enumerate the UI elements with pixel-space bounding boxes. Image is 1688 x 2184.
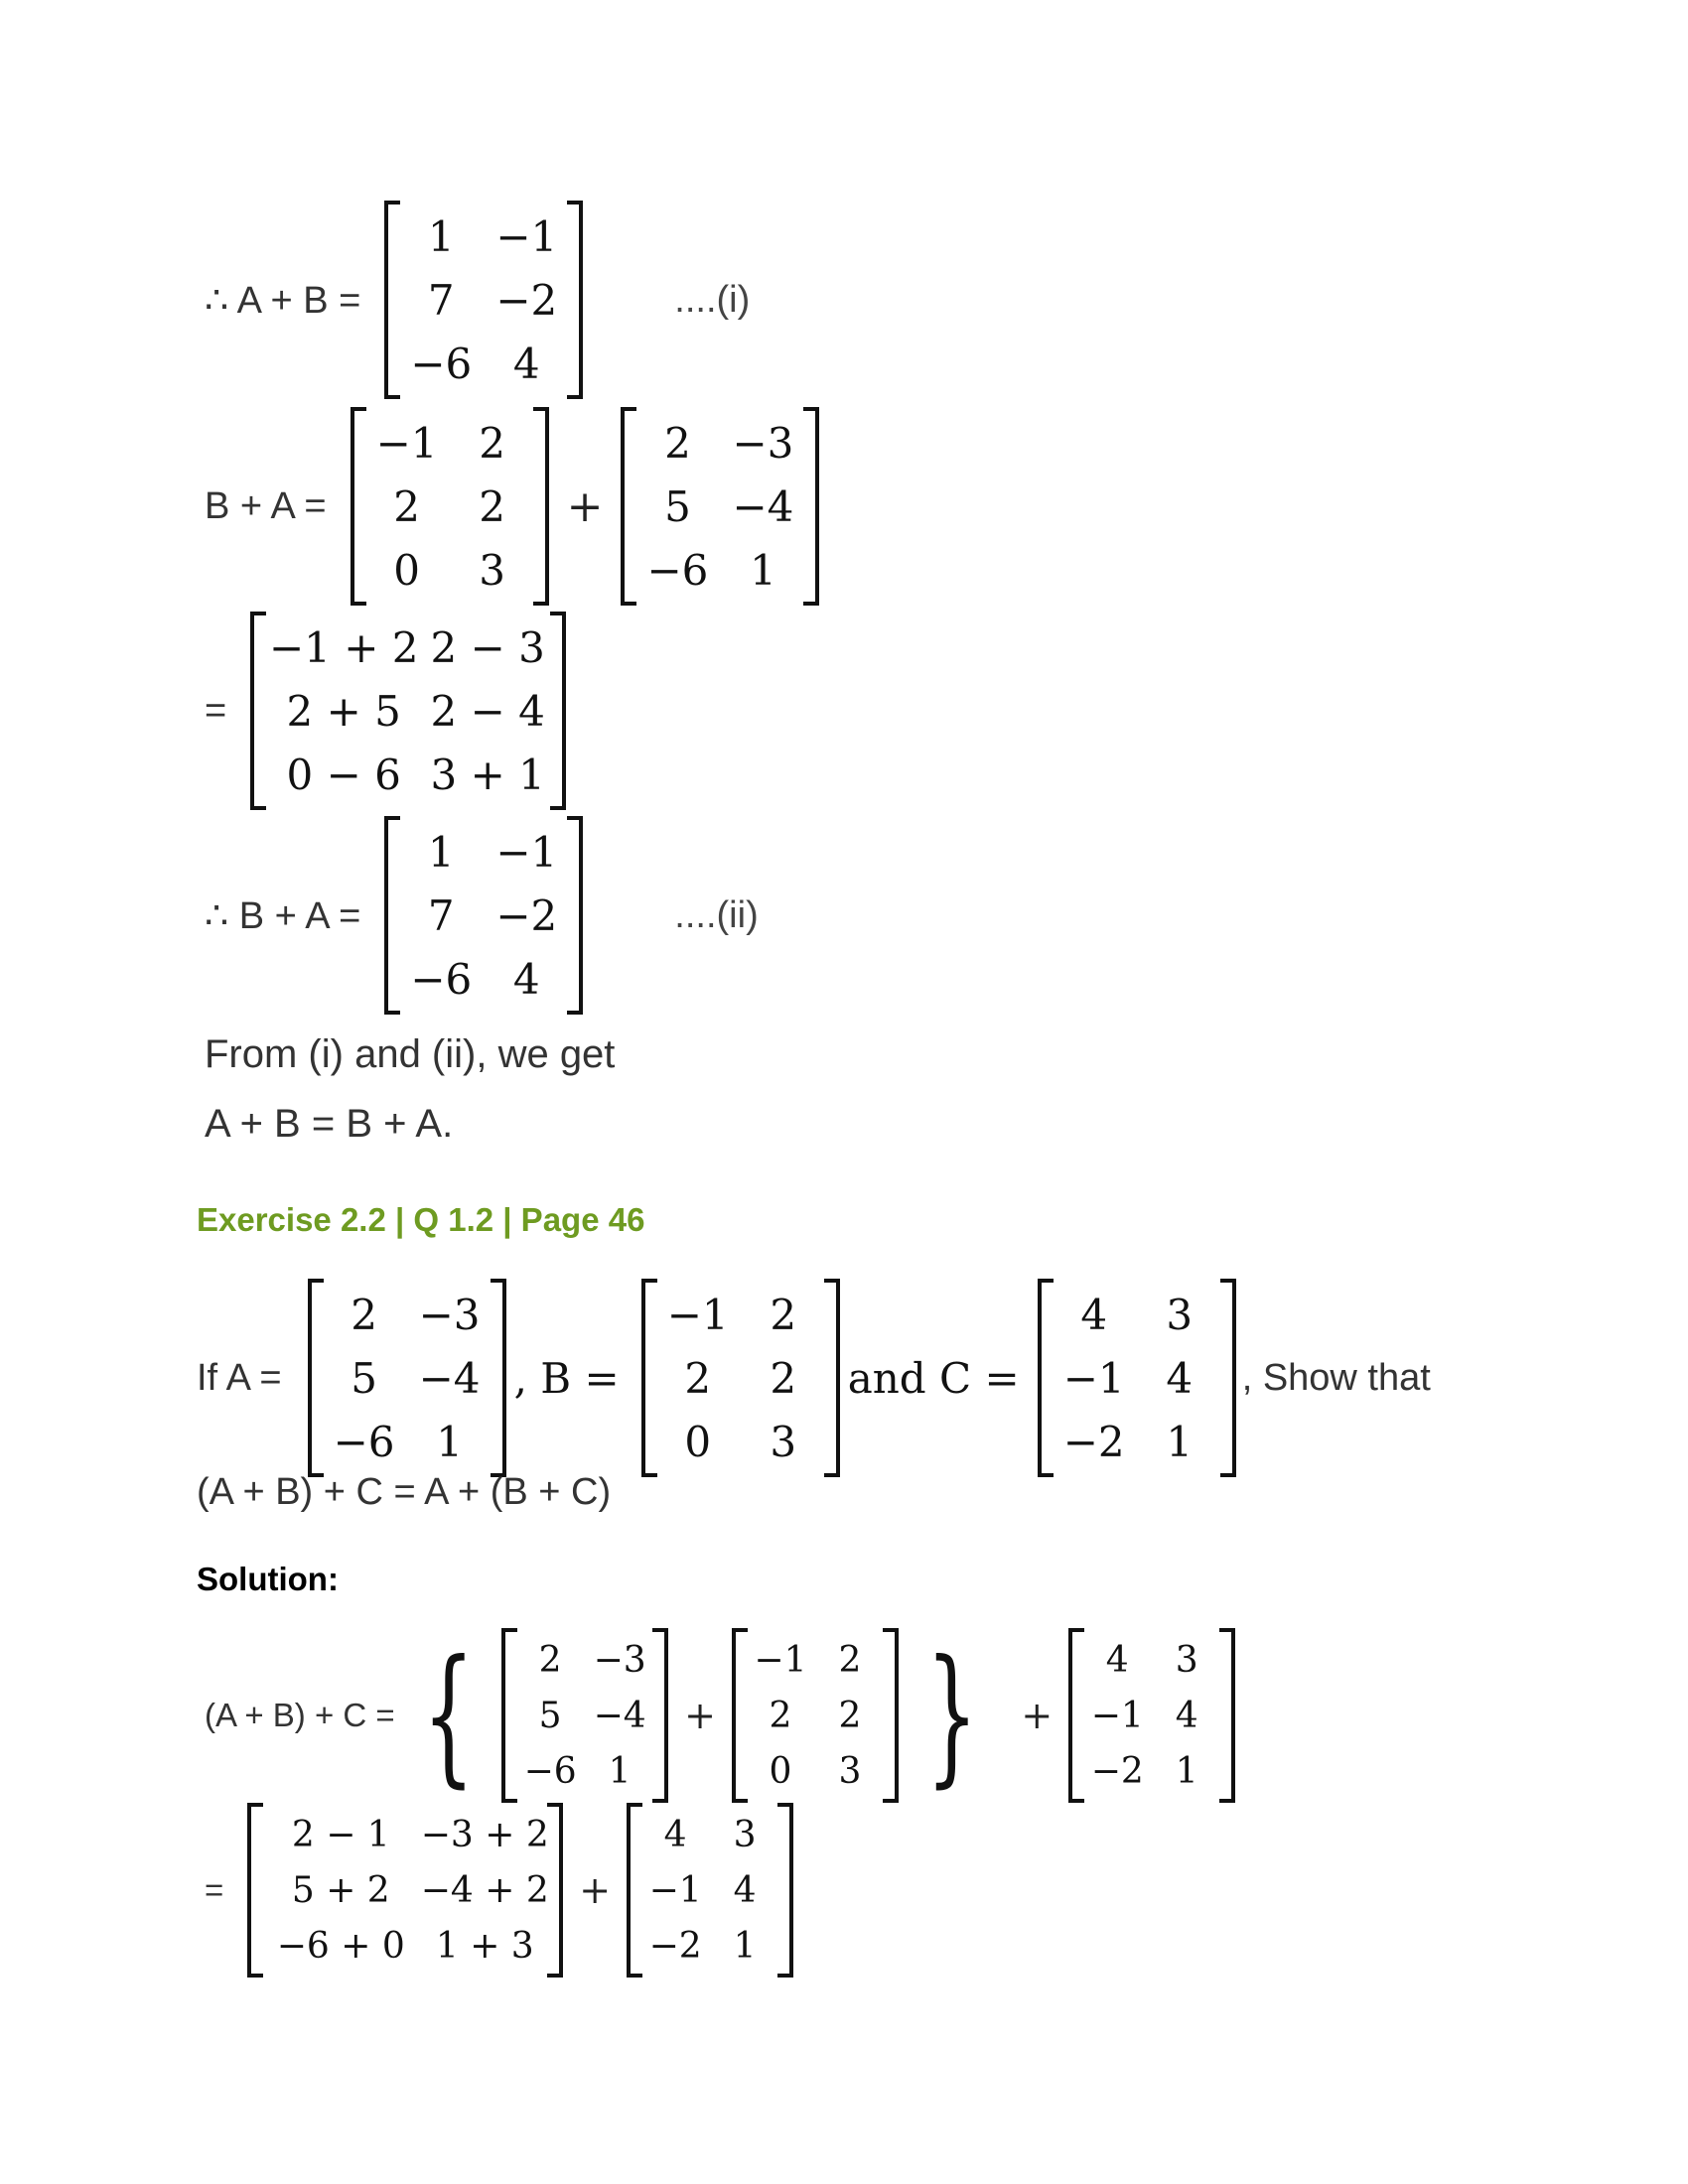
matrix-cell: 1	[427, 827, 455, 877]
matrix-cell: 4	[663, 1814, 687, 1855]
matrix-cell: 3	[1175, 1639, 1198, 1681]
problem-statement: (A + B) + C = A + (B + C)	[197, 1471, 612, 1513]
step2-row	[205, 407, 819, 606]
matrix-cell: 2	[769, 1695, 792, 1736]
problem-row	[197, 1279, 1431, 1477]
matrix-cell: 0 − 6	[286, 750, 401, 799]
matrix-cell: 2 − 1	[291, 1814, 390, 1855]
step1-matrix	[384, 201, 583, 399]
close-brace: }	[925, 1629, 978, 1802]
matrix-cell: 3 + 1	[430, 750, 545, 799]
solution-line2-label: =	[205, 1871, 224, 1908]
matrix-cell: 2	[770, 1353, 797, 1403]
matrix-cell: −6	[410, 339, 473, 388]
step2-matrix-b	[351, 407, 549, 606]
solution-line-2	[205, 1803, 793, 1978]
matrix-cell: 2	[770, 1290, 797, 1339]
show-that-label: , Show that	[1241, 1356, 1431, 1399]
b-label: , B =	[513, 1353, 620, 1403]
matrix-cell: 1	[608, 1750, 632, 1792]
matrix-cell: 3	[770, 1417, 797, 1466]
matrix-cell: −1	[495, 211, 558, 261]
matrix-cell: −6	[646, 545, 709, 595]
matrix-cell: −1	[375, 418, 438, 468]
solution-matrix-c	[1068, 1628, 1235, 1803]
conclusion-line-1: From (i) and (ii), we get	[205, 1032, 616, 1076]
matrix-cell: −2	[1090, 1750, 1144, 1792]
plus-sign: +	[684, 1694, 716, 1737]
matrix-cell: −6	[410, 954, 473, 1004]
matrix-cell: 2	[479, 481, 505, 531]
matrix-cell: 3	[1166, 1290, 1194, 1339]
solution-matrix-a	[501, 1628, 668, 1803]
solution-matrix-c-2	[627, 1803, 793, 1978]
step3-label: =	[205, 689, 227, 732]
step1-row	[205, 201, 750, 399]
matrix-cell: 2	[538, 1639, 562, 1681]
matrix-cell: −3	[593, 1639, 646, 1681]
matrix-cell: 2 − 3	[430, 622, 545, 672]
exercise-heading: Exercise 2.2 | Q 1.2 | Page 46	[197, 1201, 645, 1238]
matrix-cell: −1	[754, 1639, 807, 1681]
step4-label: ∴ B + A =	[205, 894, 361, 937]
plus-sign: +	[1021, 1694, 1054, 1737]
matrix-cell: −2	[495, 890, 558, 940]
matrix-cell: 2	[351, 1290, 377, 1339]
matrix-cell: −3 + 2	[420, 1814, 549, 1855]
matrix-cell: 3	[733, 1814, 757, 1855]
matrix-cell: 2	[664, 418, 691, 468]
matrix-cell: 5	[351, 1353, 377, 1403]
solution-line-1	[205, 1628, 1235, 1803]
matrix-cell: −6	[523, 1750, 577, 1792]
matrix-cell: 3	[838, 1750, 862, 1792]
plus-sign: +	[579, 1868, 612, 1912]
step3-row	[205, 612, 566, 810]
matrix-cell: 1	[427, 211, 455, 261]
matrix-cell: 2 − 4	[430, 686, 545, 736]
matrix-cell: −1	[648, 1869, 702, 1911]
step2-label: B + A =	[205, 484, 327, 527]
matrix-cell: −2	[1062, 1417, 1125, 1466]
open-brace: {	[422, 1629, 475, 1802]
matrix-cell: 3	[479, 545, 505, 595]
solution-line1-label: (A + B) + C =	[205, 1697, 395, 1733]
matrix-cell: −6	[333, 1417, 395, 1466]
solution-matrix-b	[732, 1628, 899, 1803]
matrix-cell: 2 + 5	[286, 686, 401, 736]
matrix-cell: −4	[418, 1353, 481, 1403]
step3-matrix	[250, 612, 566, 810]
matrix-cell: 4	[1175, 1695, 1198, 1736]
matrix-cell: 4	[1105, 1639, 1129, 1681]
matrix-cell: 0	[393, 545, 420, 595]
matrix-cell: 5 + 2	[291, 1869, 390, 1911]
matrix-cell: −1	[495, 827, 558, 877]
matrix-a	[308, 1279, 506, 1477]
step4-row	[205, 816, 759, 1015]
matrix-cell: 1	[750, 545, 776, 595]
matrix-cell: −1	[1090, 1695, 1144, 1736]
matrix-cell: −4	[732, 481, 794, 531]
matrix-cell: 7	[427, 275, 455, 325]
matrix-cell: −6 + 0	[276, 1925, 405, 1967]
matrix-cell: −3	[418, 1290, 481, 1339]
matrix-cell: 7	[427, 890, 455, 940]
matrix-cell: 1	[1166, 1417, 1194, 1466]
if-a-label: If A =	[197, 1356, 282, 1399]
solution-sum-matrix	[247, 1803, 563, 1978]
matrix-cell: 2	[684, 1353, 712, 1403]
matrix-cell: 4	[512, 954, 540, 1004]
matrix-c	[1038, 1279, 1236, 1477]
step1-label: ∴ A + B =	[205, 279, 361, 322]
matrix-cell: −1 + 2	[268, 622, 419, 672]
matrix-cell: 2	[838, 1695, 862, 1736]
matrix-cell: 1	[436, 1417, 463, 1466]
conclusion-line-2: A + B = B + A.	[205, 1102, 454, 1146]
matrix-cell: 2	[479, 418, 505, 468]
matrix-cell: 4	[1166, 1353, 1194, 1403]
matrix-cell: −1	[666, 1290, 729, 1339]
matrix-cell: −4	[593, 1695, 646, 1736]
solution-heading: Solution:	[197, 1561, 339, 1597]
matrix-cell: −1	[1062, 1353, 1125, 1403]
step2-matrix-a	[621, 407, 819, 606]
matrix-cell: 5	[664, 481, 691, 531]
and-c-label: and C =	[847, 1353, 1020, 1403]
matrix-cell: 4	[733, 1869, 757, 1911]
matrix-cell: 4	[512, 339, 540, 388]
matrix-cell: −4 + 2	[420, 1869, 549, 1911]
matrix-cell: 1	[1175, 1750, 1198, 1792]
matrix-cell: 0	[684, 1417, 712, 1466]
matrix-cell: 0	[769, 1750, 792, 1792]
matrix-cell: 5	[538, 1695, 562, 1736]
equation-tag-ii: ....(ii)	[674, 893, 759, 936]
matrix-cell: 4	[1080, 1290, 1108, 1339]
matrix-cell: 2	[838, 1639, 862, 1681]
matrix-cell: 1 + 3	[435, 1925, 534, 1967]
step4-matrix	[384, 816, 583, 1015]
matrix-b	[641, 1279, 840, 1477]
plus-sign: +	[566, 480, 604, 532]
matrix-cell: −3	[732, 418, 794, 468]
equation-tag-i: ....(i)	[674, 278, 751, 321]
matrix-cell: −2	[648, 1925, 702, 1967]
matrix-cell: 1	[733, 1925, 757, 1967]
matrix-cell: −2	[495, 275, 558, 325]
matrix-cell: 2	[393, 481, 420, 531]
